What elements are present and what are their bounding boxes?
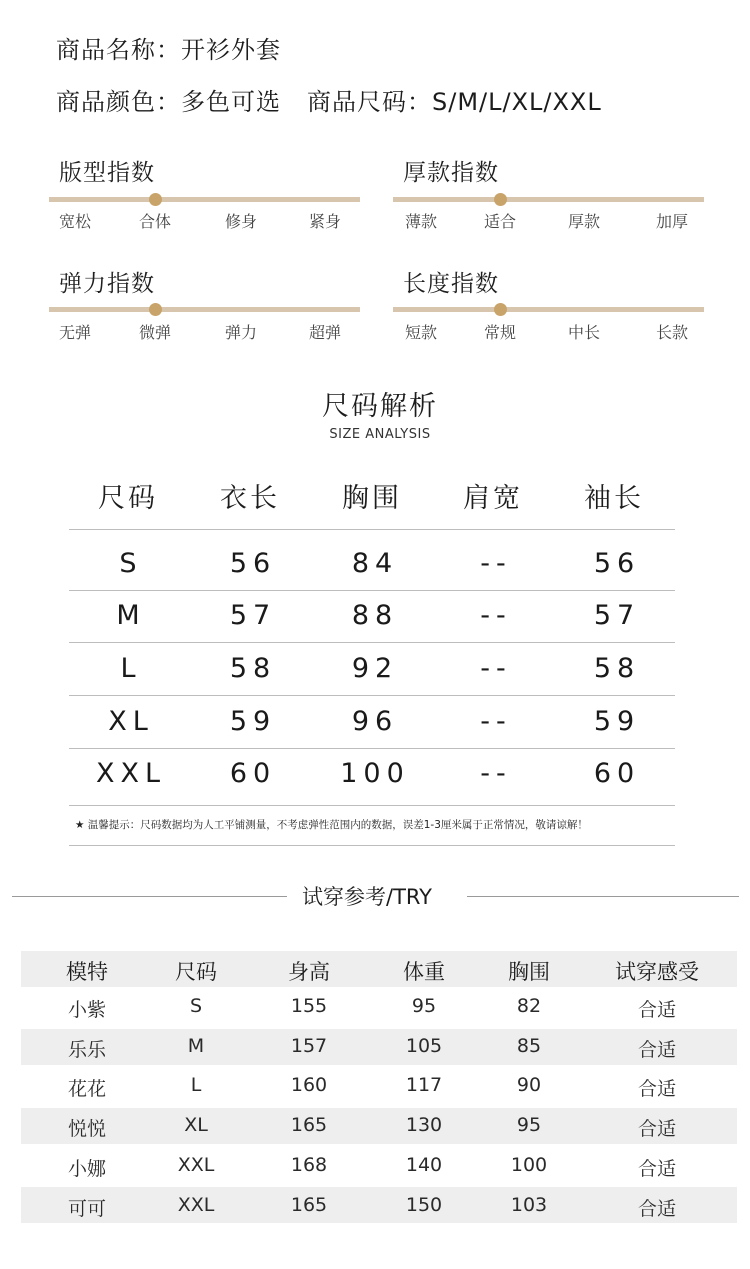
size-cell: -- — [480, 758, 512, 789]
try-cell: 乐乐 — [67, 1039, 107, 1061]
try-row-band — [21, 1187, 737, 1223]
index-title: 弹力指数 — [59, 271, 155, 297]
try-cell: 103 — [510, 1194, 548, 1216]
product-name: 商品名称：开衫外套 — [56, 36, 281, 64]
try-cell: 95 — [516, 1114, 542, 1136]
size-cell: -- — [480, 600, 512, 631]
index-title: 厚款指数 — [403, 160, 499, 186]
try-cell: 可可 — [67, 1198, 107, 1220]
try-row-band — [21, 1029, 737, 1065]
product-color: 商品颜色：多色可选 — [56, 88, 281, 116]
size-cell: L — [120, 653, 142, 684]
index-label: 弹力 — [224, 323, 258, 342]
size-cell: -- — [480, 653, 512, 684]
size-cell: M — [116, 600, 146, 631]
size-cell: 56 — [593, 548, 641, 579]
try-cell: 合适 — [637, 1078, 677, 1100]
index-marker — [494, 303, 507, 316]
try-cell: 小娜 — [67, 1158, 107, 1180]
size-row-divider — [69, 748, 675, 749]
try-header-cell: 体重 — [403, 960, 445, 984]
try-cell: 90 — [516, 1074, 542, 1096]
size-cell: 92 — [351, 653, 399, 684]
try-cell: 160 — [290, 1074, 328, 1096]
try-cell: 155 — [290, 995, 328, 1017]
size-analysis-title: 尺码解析 — [322, 391, 438, 422]
index-title: 版型指数 — [59, 160, 155, 186]
size-header-cell: 肩宽 — [463, 483, 523, 514]
try-header-cell: 试穿感受 — [615, 960, 699, 984]
try-cell: 合适 — [637, 1039, 677, 1061]
size-cell: XXL — [95, 758, 167, 789]
size-cell: 58 — [593, 653, 641, 684]
product-color-size — [56, 82, 602, 117]
size-header-divider — [69, 529, 675, 530]
try-cell: 165 — [290, 1114, 328, 1136]
index-bar — [49, 307, 360, 312]
size-cell: 57 — [593, 600, 641, 631]
try-cell: 悦悦 — [67, 1118, 107, 1140]
try-cell: 85 — [516, 1035, 542, 1057]
index-label: 合体 — [138, 212, 172, 231]
try-cell: 150 — [405, 1194, 443, 1216]
try-cell: XXL — [177, 1194, 215, 1216]
index-label: 厚款 — [567, 212, 601, 231]
index-label: 常规 — [483, 323, 517, 342]
index-label: 短款 — [404, 323, 438, 342]
try-cell: 合适 — [637, 1158, 677, 1180]
size-cell: 58 — [229, 653, 277, 684]
index-bar — [393, 307, 704, 312]
index-label: 适合 — [483, 212, 517, 231]
try-cell: 165 — [290, 1194, 328, 1216]
try-header-cell: 尺码 — [175, 960, 217, 984]
try-cell: 157 — [290, 1035, 328, 1057]
size-header-cell: 尺码 — [98, 483, 158, 514]
try-cell: 花花 — [67, 1078, 107, 1100]
size-cell: 56 — [229, 548, 277, 579]
try-cell: 合适 — [637, 999, 677, 1021]
size-row-divider — [69, 590, 675, 591]
size-row-divider — [69, 642, 675, 643]
size-cell: 57 — [229, 600, 277, 631]
size-cell: -- — [480, 706, 512, 737]
size-cell: 88 — [351, 600, 399, 631]
size-cell: -- — [480, 548, 512, 579]
size-row-divider — [69, 805, 675, 806]
index-label: 薄款 — [404, 212, 438, 231]
index-label: 无弹 — [58, 323, 92, 342]
try-cell: 小紫 — [67, 999, 107, 1021]
try-row-band — [21, 1108, 737, 1144]
size-header-cell: 胸围 — [342, 483, 402, 514]
index-label: 紧身 — [308, 212, 342, 231]
size-cell: 59 — [593, 706, 641, 737]
index-label: 宽松 — [58, 212, 92, 231]
try-cell: 合适 — [637, 1198, 677, 1220]
try-cell: 168 — [290, 1154, 328, 1176]
index-bar — [393, 197, 704, 202]
size-header-cell: 袖长 — [584, 483, 644, 514]
size-analysis-subtitle: SIZE ANALYSIS — [329, 427, 431, 442]
index-title: 长度指数 — [403, 271, 499, 297]
try-on-title: 试穿参考/TRY — [302, 885, 432, 909]
try-cell: XL — [184, 1114, 208, 1136]
try-cell: 140 — [405, 1154, 443, 1176]
size-cell: S — [119, 548, 143, 579]
try-cell: L — [190, 1074, 202, 1096]
try-cell: XXL — [177, 1154, 215, 1176]
index-bar — [49, 197, 360, 202]
index-label: 加厚 — [655, 212, 689, 231]
try-cell: S — [189, 995, 203, 1017]
size-note: ★ 温馨提示：尺码数据均为人工平铺测量，不考虑弹性范围内的数据，误差1-3厘米属于正常情况，敬请谅解！ — [75, 819, 588, 831]
try-header-cell: 模特 — [66, 960, 108, 984]
product-size: 商品尺码：S/M/L/XL/XXL — [307, 88, 602, 116]
try-divider-left — [12, 896, 287, 897]
index-marker — [149, 303, 162, 316]
try-cell: 100 — [510, 1154, 548, 1176]
size-cell: XL — [108, 706, 154, 737]
note-divider — [69, 845, 675, 846]
try-cell: 95 — [411, 995, 437, 1017]
size-cell: 60 — [229, 758, 277, 789]
try-divider-right — [467, 896, 739, 897]
index-label: 修身 — [224, 212, 258, 231]
size-header-cell: 衣长 — [220, 483, 280, 514]
size-cell: 96 — [351, 706, 399, 737]
index-label: 中长 — [567, 323, 601, 342]
try-cell: 82 — [516, 995, 542, 1017]
try-header-cell: 胸围 — [508, 960, 550, 984]
try-header-cell: 身高 — [288, 960, 330, 984]
size-cell: 60 — [593, 758, 641, 789]
try-cell: 合适 — [637, 1118, 677, 1140]
size-row-divider — [69, 695, 675, 696]
try-cell: 105 — [405, 1035, 443, 1057]
index-label: 长款 — [655, 323, 689, 342]
try-cell: 117 — [405, 1074, 443, 1096]
try-cell: 130 — [405, 1114, 443, 1136]
index-label: 微弹 — [138, 323, 172, 342]
index-marker — [149, 193, 162, 206]
index-marker — [494, 193, 507, 206]
try-cell: M — [187, 1035, 205, 1057]
size-cell: 59 — [229, 706, 277, 737]
size-cell: 100 — [340, 758, 410, 789]
size-cell: 84 — [351, 548, 399, 579]
index-label: 超弹 — [308, 323, 342, 342]
